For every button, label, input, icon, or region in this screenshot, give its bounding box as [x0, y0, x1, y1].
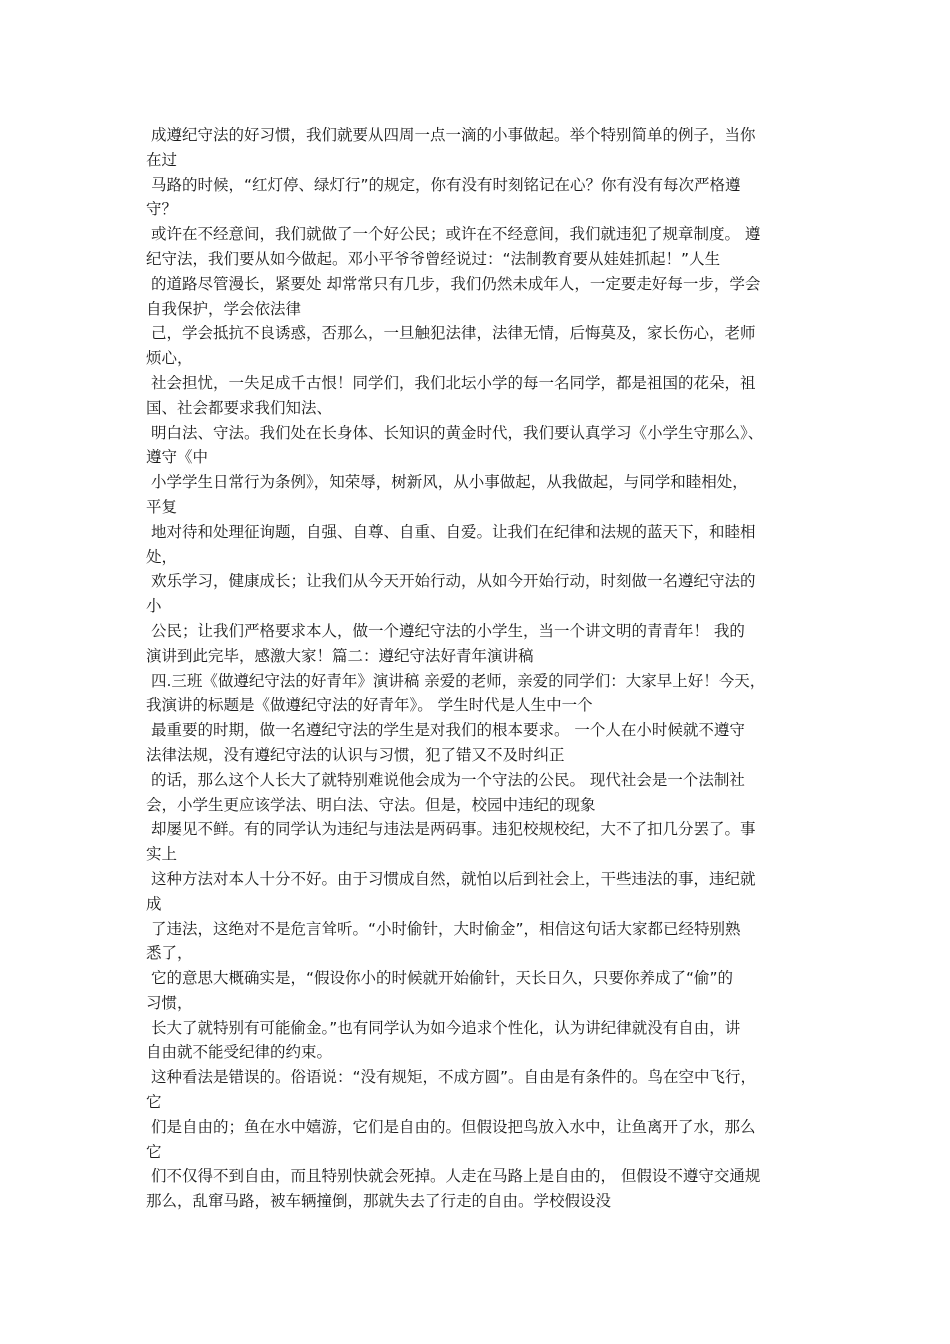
text-line: 社会担忧，一失足成千古恨！同学们，我们北坛小学的每一名同学，都是祖国的花朵，祖	[146, 373, 756, 392]
text-line: 悉了，	[146, 944, 193, 963]
text-line: 的话，那么这个人长大了就特别难说他会成为一个守法的公民。 现代社会是一个法制社	[146, 770, 745, 789]
text-line: 国、社会都要求我们知法、	[146, 398, 333, 417]
text-line: 会，小学生更应该学法、明白法、守法。但是，校园中违纪的现象	[146, 795, 596, 814]
text-line: 我演讲的标题是《做遵纪守法的好青年》。 学生时代是人生中一个	[146, 696, 593, 715]
text-line: 成	[146, 894, 162, 913]
text-line: 长大了就特别有可能偷金。”也有同学认为如今追求个性化，认为讲纪律就没有自由，讲	[146, 1018, 741, 1037]
body-text	[146, 123, 822, 1214]
text-line: 们是自由的；鱼在水中嬉游，它们是自由的。但假设把鸟放入水中，让鱼离开了水，那么	[146, 1117, 756, 1136]
text-line: 明白法、守法。我们处在长身体、长知识的黄金时代，我们要认真学习《小学生守那么》、	[146, 423, 764, 442]
text-line: 实上	[146, 845, 178, 864]
text-line: 自我保护，学会依法律	[146, 299, 302, 318]
text-line: 这种方法对本人十分不好。由于习惯成自然，就怕以后到社会上，干些违法的事，违纪就	[146, 869, 756, 888]
text-line: 成遵纪守法的好习惯，我们就要从四周一点一滴的小事做起。举个特别简单的例子，当你	[146, 126, 756, 144]
text-line: 小学学生日常行为条例》，知荣辱，树新风，从小事做起，从我做起，与同学和睦相处，	[146, 473, 748, 492]
text-line: 法律法规，没有遵纪守法的认识与习惯，犯了错又不及时纠正	[146, 745, 565, 764]
text-line: 处，	[146, 547, 178, 566]
text-line: 这种看法是错误的。俗语说：“没有规矩，不成方圆”。自由是有条件的。鸟在空中飞行，	[146, 1068, 757, 1087]
text-line: 公民；让我们严格要求本人，做一个遵纪守法的小学生，当一个讲文明的青青年！ 我的	[146, 621, 745, 640]
text-line: 它的意思大概确实是，“假设你小的时候就开始偷针，天长日久，只要你养成了“偷”的	[146, 969, 734, 988]
text-line: 欢乐学习，健康成长；让我们从今天开始行动，从如今开始行动，时刻做一名遵纪守法的	[146, 572, 756, 591]
text-line: 守？	[146, 200, 178, 219]
text-line: 小	[146, 597, 162, 616]
text-line: 那么，乱窜马路，被车辆撞倒，那就失去了行走的自由。学校假设没	[146, 1192, 612, 1211]
text-line: 烦心，	[146, 349, 193, 368]
text-line: 马路的时候，“红灯停、绿灯行”的规定，你有没有时刻铭记在心？你有没有每次严格遵	[146, 175, 741, 194]
text-line: 己，学会抵抗不良诱惑，否那么，一旦触犯法律，法律无情，后悔莫及，家长伤心，老师	[146, 324, 756, 343]
text-line: 自由就不能受纪律的约束。	[146, 1043, 333, 1062]
text-line: 却屡见不鲜。有的同学认为违纪与违法是两码事。违犯校规校纪，大不了扣几分罢了。事	[146, 820, 756, 839]
text-line: 四.三班《做遵纪守法的好青年》演讲稿 亲爱的老师，亲爱的同学们：大家早上好！今天，	[146, 671, 766, 690]
text-line: 或许在不经意间，我们就做了一个好公民；或许在不经意间，我们就违犯了规章制度。 遵	[146, 225, 761, 244]
text-line: 地对待和处理征询题，自强、自尊、自重、自爱。让我们在纪律和法规的蓝天下，和睦相	[146, 522, 756, 541]
text-line: 演讲到此完毕，感激大家！篇二：遵纪守法好青年演讲稿	[146, 646, 534, 665]
text-line: 它	[146, 1142, 162, 1161]
text-line: 平复	[146, 497, 178, 516]
text-line: 它	[146, 1093, 162, 1112]
text-line: 遵守《中	[146, 448, 209, 467]
text-line: 纪守法，我们要从如今做起。邓小平爷爷曾经说过：“法制教育要从娃娃抓起！”人生	[146, 249, 721, 268]
text-line: 最重要的时期，做一名遵纪守法的学生是对我们的根本要求。 一个人在小时候就不遵守	[146, 721, 745, 740]
text-line: 在过	[146, 150, 178, 169]
text-line: 了违法，这绝对不是危言耸听。“小时偷针，大时偷金”，相信这句话大家都已经特别熟	[146, 919, 741, 938]
text-line: 习惯，	[146, 993, 193, 1012]
text-line: 们不仅得不到自由，而且特别快就会死掉。人走在马路上是自由的， 但假设不遵守交通规	[146, 1167, 761, 1186]
text-line: 的道路尽管漫长，紧要处 却常常只有几步，我们仍然未成年人，一定要走好每一步，学会	[146, 274, 761, 293]
